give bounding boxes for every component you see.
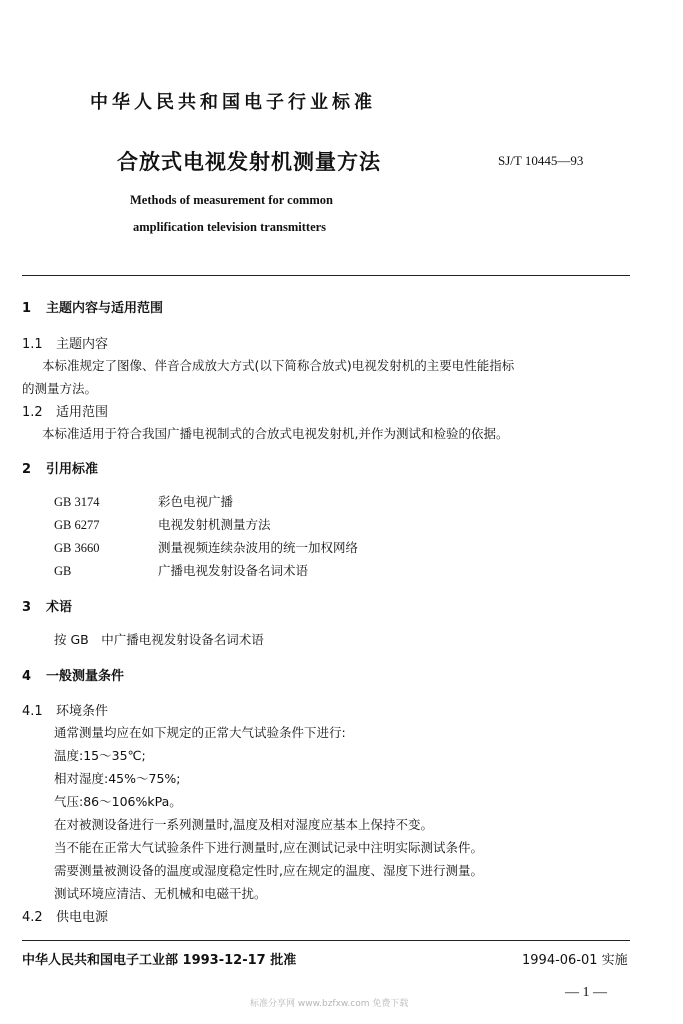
footer-divider: [22, 940, 630, 941]
effective-date: 1994-06-01 实施: [522, 953, 628, 968]
standard-header: 中华人民共和国电子行业标准: [90, 92, 376, 113]
section-3-text: 按 GB 中广播电视发射设备名词术语: [54, 632, 264, 647]
document-title: 合放式电视发射机测量方法: [117, 150, 381, 174]
english-title-line-2: amplification television transmitters: [133, 220, 327, 234]
reference-row: GB 3660 测量视频连续杂波用的统一加权网络: [54, 540, 359, 555]
section-1-1-heading: 1.1 主题内容: [22, 337, 109, 352]
section-3-heading: 3 术语: [22, 600, 73, 615]
section-4-heading: 4 一般测量条件: [22, 669, 125, 684]
section-4-1-text-line: 在对被测设备进行一系列测量时,温度及相对湿度应基本上保持不变。: [54, 817, 433, 832]
approval-statement: 中华人民共和国电子工业部 1993-12-17 批准: [22, 953, 297, 968]
section-4-1-heading: 4.1 环境条件: [22, 704, 109, 719]
section-2-heading: 2 引用标准: [22, 462, 99, 477]
section-1-1-text-line-2: 的测量方法。: [22, 381, 98, 396]
reference-row: GB 广播电视发射设备名词术语: [54, 563, 309, 578]
section-4-1-text-line: 测试环境应清洁、无机械和电磁干扰。: [54, 886, 267, 901]
english-title-line-1: Methods of measurement for common: [130, 193, 333, 207]
section-4-2-heading: 4.2 供电电源: [22, 910, 109, 925]
standard-code: SJ/T 10445—93: [498, 153, 584, 168]
section-4-1-text-line: 相对湿度:45%～75%;: [54, 771, 181, 786]
reference-row: GB 6277 电视发射机测量方法: [54, 517, 271, 532]
section-4-1-text-line: 需要测量被测设备的温度或湿度稳定性时,应在规定的温度、湿度下进行测量。: [54, 863, 483, 878]
watermark: 标准分享网 www.bzfxw.com 免费下载: [250, 999, 409, 1009]
section-4-1-text-line: 气压:86～106%kPa。: [54, 794, 182, 809]
page-number: — 1 —: [565, 985, 607, 1000]
header-divider: [22, 275, 630, 276]
section-1-2-heading: 1.2 适用范围: [22, 405, 109, 420]
section-4-1-text-line: 当不能在正常大气试验条件下进行测量时,应在测试记录中注明实际测试条件。: [54, 840, 483, 855]
section-1-1-text-line-1: 本标准规定了图像、伴音合成放大方式(以下简称合放式)电视发射机的主要电性能指标: [42, 358, 515, 373]
reference-row: GB 3174 彩色电视广播: [54, 494, 234, 509]
section-1-2-text-line-1: 本标准适用于符合我国广播电视制式的合放式电视发射机,并作为测试和检验的依据。: [42, 426, 509, 441]
section-4-1-text-line: 通常测量均应在如下规定的正常大气试验条件下进行:: [54, 725, 346, 740]
section-1-heading: 1 主题内容与适用范围: [22, 301, 164, 316]
section-4-1-text-line: 温度:15～35℃;: [54, 748, 146, 763]
